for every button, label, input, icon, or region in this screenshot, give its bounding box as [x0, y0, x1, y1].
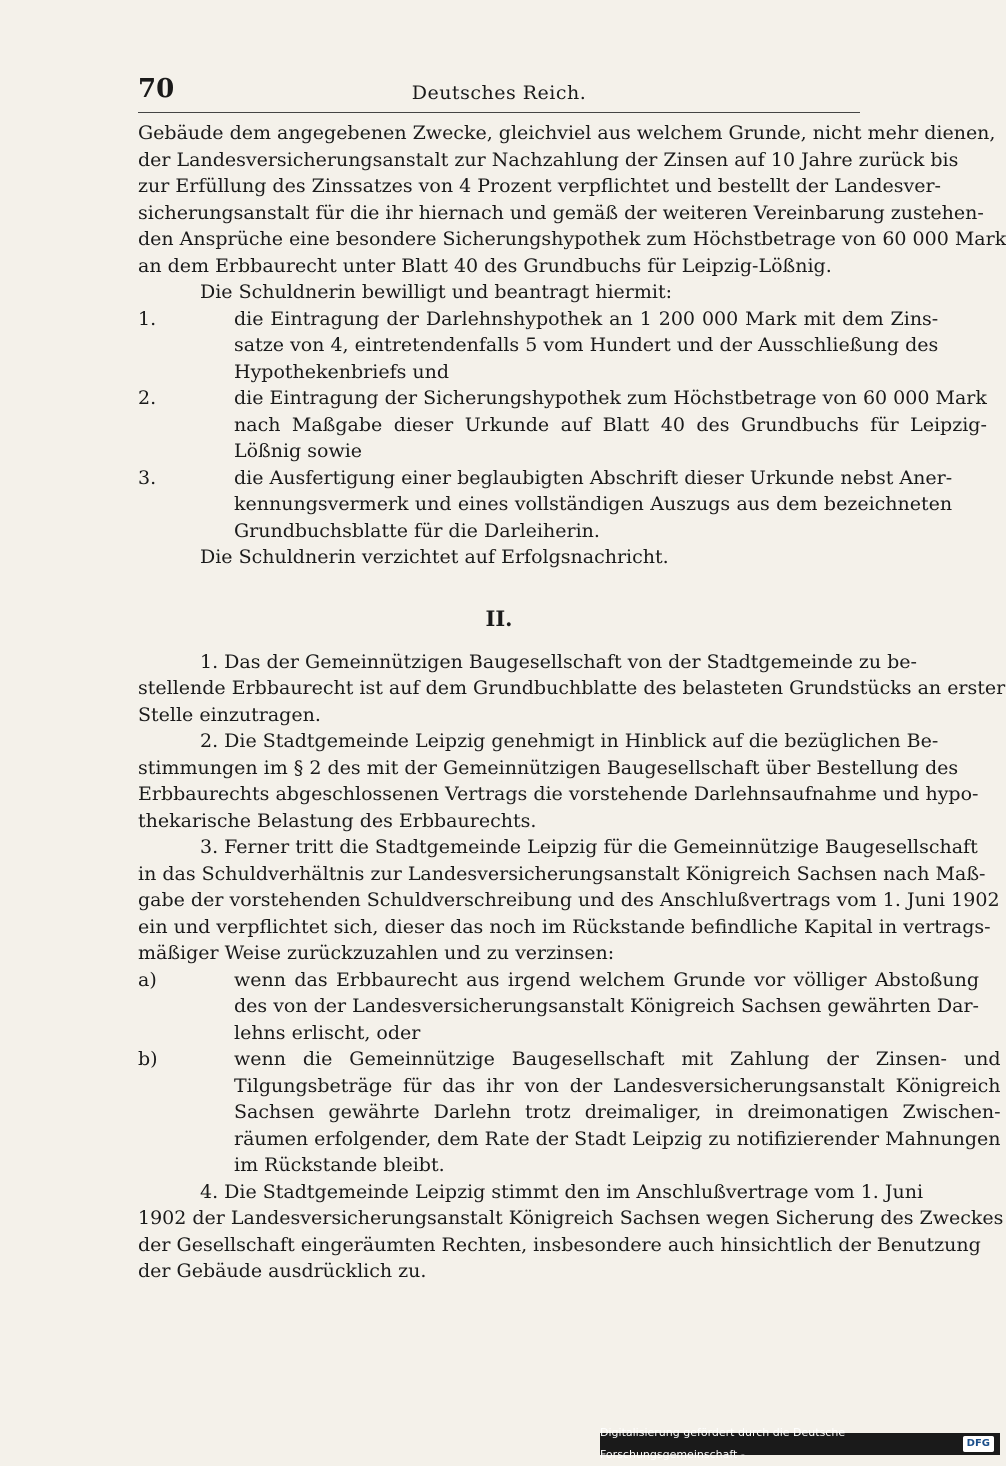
waiver-line: Die Schuldnerin verzichtet auf Erfolgsnachricht. — [200, 546, 669, 568]
text-line: 4. Die Stadtgemeinde Leipzig stimmt den im Anschlußvertrage vom 1. Juni — [200, 1180, 924, 1203]
footer-text: Digitalisierung gefördert durch die Deutsche Forschungsgemeinschaft - — [600, 1426, 846, 1461]
section-2-final-paragraph — [138, 1179, 1004, 1285]
list-item-text — [234, 306, 938, 386]
request-list — [138, 306, 987, 545]
text-line: Gebäude dem angegebenen Zwecke, gleichviel aus welchem Grunde, nicht mehr dienen, — [138, 122, 996, 144]
text-line: an dem Erbbaurecht unter Blatt 40 des Grundbuchs für Leipzig-Lößnig. — [138, 254, 832, 277]
list-item — [138, 385, 987, 465]
section-2-paragraphs — [138, 649, 1006, 967]
text-line: kennungsvermerk und eines vollständigen Auszugs aus dem bezeichneten — [234, 493, 953, 515]
list-item — [138, 967, 979, 1047]
section-heading: II. — [485, 605, 513, 631]
text-line: 1902 der Landesversicherungsanstalt Königreich Sachsen wegen Sicherung des Zweckes — [138, 1207, 1004, 1229]
text-line: die Ausfertigung einer beglaubigten Abschrift dieser Urkunde nebst Aner- — [234, 466, 953, 489]
text-line: Lößnig sowie — [234, 440, 363, 462]
text-line: ein und verpflichtet sich, dieser das noch im Rückstande befindliche Kapital in vertrags- — [138, 915, 991, 938]
digitization-footer — [600, 1426, 1000, 1461]
list-item-number: 2. — [138, 387, 157, 409]
text-line: in das Schuldverhältnis zur Landesversicherungsanstalt Königreich Sachsen nach Maß- — [138, 862, 986, 885]
text-line: 3. Ferner tritt die Stadtgemeinde Leipzig für die Gemeinnützige Baugesellschaft — [200, 836, 978, 858]
text-line: Tilgungsbeträge für das ihr von der Landesversicherungsanstalt Königreich — [234, 1074, 1001, 1097]
text-line: thekarische Belastung des Erbbaurechts. — [138, 809, 537, 832]
list-item-text — [234, 465, 952, 545]
list-item-text — [234, 385, 987, 465]
list-item — [138, 1046, 1001, 1179]
dfg-logo: DFG — [963, 1436, 994, 1452]
text-line: mäßiger Weise zurückzuzahlen und zu verzinsen: — [138, 942, 615, 964]
text-line: Hypothekenbriefs und — [234, 360, 450, 383]
document-body — [138, 120, 1006, 1285]
text-line: die Eintragung der Darlehnshypothek an 1 200 000 Mark mit dem Zins- — [234, 307, 939, 330]
text-line: wenn das Erbbaurecht aus irgend welchem Grunde vor völliger Abstoßung — [234, 968, 979, 991]
list-item-number: 3. — [138, 466, 157, 489]
intro-line: Die Schuldnerin bewilligt und beantragt hiermit: — [200, 281, 672, 303]
list-item-text — [234, 1046, 1001, 1179]
text-line: 1. Das der Gemeinnützigen Baugesellschaft von der Stadtgemeinde zu be- — [200, 650, 917, 673]
text-line: satze von 4, eintretendenfalls 5 vom Hundert und der Ausschließung des — [234, 334, 939, 356]
text-line: sicherungsanstalt für die ihr hiernach und gemäß der weiteren Vereinbarung zustehen- — [138, 201, 984, 224]
text-line: Stelle einzutragen. — [138, 703, 321, 726]
list-item-number: 1. — [138, 307, 157, 330]
text-line: Sachsen gewährte Darlehn trotz dreimaliger, in dreimonatigen Zwischen- — [234, 1101, 1001, 1123]
text-line: räumen erfolgender, dem Rate der Stadt Leipzig zu notifizierender Mahnungen — [234, 1127, 1001, 1150]
text-line: gabe der vorstehenden Schuldverschreibung und des Anschlußvertrags vom 1. Juni 1902 — [138, 889, 1000, 911]
text-line: die Eintragung der Sicherungshypothek zum Höchstbetrage von 60 000 Mark — [234, 387, 987, 409]
text-line: der Gesellschaft eingeräumten Rechten, insbesondere auch hinsichtlich der Benutzung — [138, 1233, 981, 1256]
condition-list — [138, 967, 1001, 1179]
page-header — [138, 74, 860, 114]
list-item-number: a) — [138, 968, 157, 991]
text-line: der Landesversicherungsanstalt zur Nachzahlung der Zinsen auf 10 Jahre zurück bis — [138, 148, 959, 171]
paragraph-continuation — [138, 120, 1006, 279]
text-line: lehns erlischt, oder — [234, 1021, 421, 1044]
text-line: nach Maßgabe dieser Urkunde auf Blatt 40 des Grundbuchs für Leipzig- — [234, 413, 987, 436]
header-rule — [138, 112, 860, 113]
text-line: der Gebäude ausdrücklich zu. — [138, 1260, 427, 1282]
text-line: des von der Landesversicherungsanstalt Königreich Sachsen gewährten Dar- — [234, 995, 979, 1017]
text-line: wenn die Gemeinnützige Baugesellschaft mit Zahlung der Zinsen- und — [234, 1048, 1001, 1070]
list-item — [138, 465, 953, 545]
list-item-text — [234, 967, 979, 1047]
text-line: 2. Die Stadtgemeinde Leipzig genehmigt in Hinblick auf die bezüglichen Be- — [200, 730, 939, 752]
text-line: stellende Erbbaurecht ist auf dem Grundbuchblatte des belasteten Grundstücks an erster — [138, 677, 1006, 699]
text-line: im Rückstande bleibt. — [234, 1154, 445, 1176]
text-line: Erbbaurechts abgeschlossenen Vertrags die vorstehende Darlehnsaufnahme und hypo- — [138, 783, 979, 805]
text-line: Grundbuchsblatte für die Darleiherin. — [234, 519, 600, 542]
text-line: zur Erfüllung des Zinssatzes von 4 Prozent verpflichtet und bestellt der Landesver- — [138, 175, 941, 197]
running-title: Deutsches Reich. — [411, 82, 587, 104]
list-item — [138, 306, 939, 386]
list-item-number: b) — [138, 1048, 158, 1070]
text-line: stimmungen im § 2 des mit der Gemeinnützigen Baugesellschaft über Bestellung des — [138, 756, 959, 779]
text-line: den Ansprüche eine besondere Sicherungshypothek zum Höchstbetrage von 60 000 Mark — [138, 228, 1006, 250]
page-number: 70 — [138, 74, 175, 104]
